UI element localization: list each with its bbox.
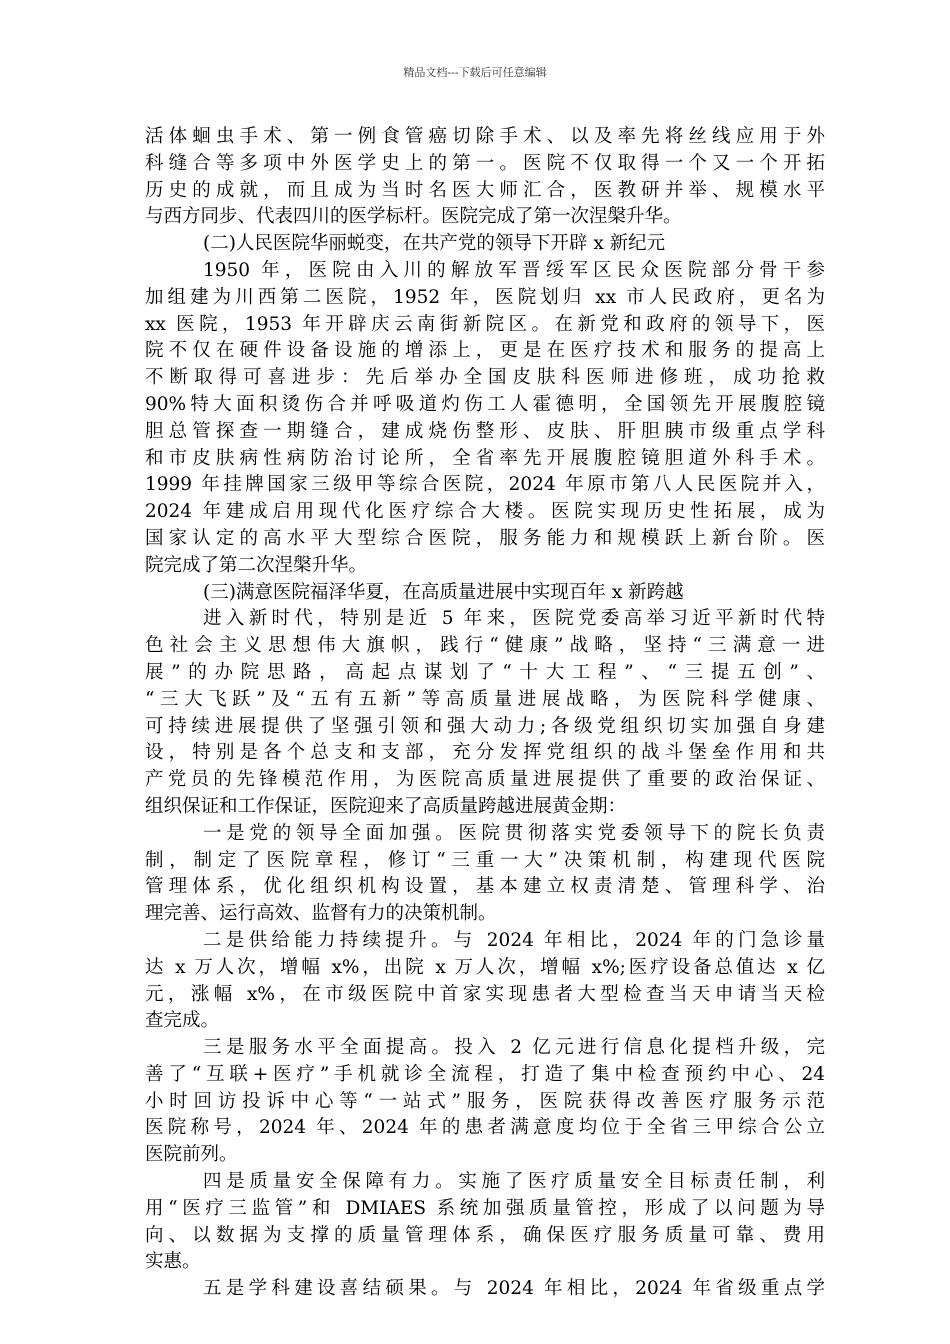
text-line: 历史的成就，而且成为当时名医大师汇合，医教研并举、规模水平 bbox=[145, 179, 825, 201]
text-line: 理完善、运行高效、监督有力的决策机制。 bbox=[145, 903, 497, 925]
text-line: (二)人民医院华丽蜕变，在共产党的领导下开辟 x 新纪元 bbox=[203, 233, 666, 255]
text-line: 1999 年挂牌国家三级甲等综合医院，2024 年原市第八人民医院并入， bbox=[145, 474, 825, 496]
text-line: 与西方同步、代表四川的医学标杆。医院完成了第一次涅槃升华。 bbox=[145, 206, 682, 228]
text-line: 制，制定了医院章程，修订“三重一大”决策机制，构建现代医院 bbox=[145, 849, 825, 871]
text-line: 五是学科建设喜结硕果。与 2024 年相比，2024 年省级重点学 bbox=[203, 1278, 825, 1300]
text-line: 可持续进展提供了坚强引领和强大动力;各级党组织切实加强自身建 bbox=[145, 715, 825, 737]
text-line: 达 x 万人次，增幅 x%，出院 x 万人次，增幅 x%;医疗设备总值达 x 亿 bbox=[145, 956, 825, 978]
text-line: 院不仅在硬件设备设施的增添上，更是在医疗技术和服务的提高上 bbox=[145, 340, 825, 362]
text-line: 医院前列。 bbox=[145, 1144, 238, 1166]
text-line: 元，涨幅 x%，在市级医院中首家实现患者大型检查当天申请当天检 bbox=[145, 983, 825, 1005]
text-line: 和市皮肤病性病防治讨论所，全省率先开展腹腔镜胆道外科手术。 bbox=[145, 447, 825, 469]
text-line: 胆总管探查一期缝合，建成烧伤整形、皮肤、肝胆胰市级重点学科 bbox=[145, 420, 825, 442]
page-header: 精品文档---下载后可任意编辑 bbox=[403, 66, 547, 79]
text-line: 院完成了第二次涅槃升华。 bbox=[145, 554, 368, 576]
text-line: 医院称号，2024 年、2024 年的患者满意度均位于全省三甲综合公立 bbox=[145, 1117, 825, 1139]
document-body bbox=[145, 124, 825, 1303]
text-line: 一是党的领导全面加强。医院贯彻落实党委领导下的院长负责 bbox=[203, 822, 825, 844]
text-line: 组织保证和工作保证，医院迎来了高质量跨越进展黄金期： bbox=[145, 795, 627, 817]
text-line: 活体蛔虫手术、第一例食管癌切除手术、以及率先将丝线应用于外 bbox=[145, 126, 825, 147]
text-line: 设，特别是各个总支和支部，充分发挥党组织的战斗堡垒作用和共 bbox=[145, 742, 825, 764]
text-line: 善了“互联+医疗”手机就诊全流程，打造了集中检查预约中心、24 bbox=[145, 1063, 825, 1085]
text-line: 管理体系，优化组织机构设置，基本建立权责清楚、管理科学、治 bbox=[145, 876, 825, 898]
text-line: 二是供给能力持续提升。与 2024 年相比，2024 年的门急诊量 bbox=[203, 929, 825, 951]
text-line: 进入新时代，特别是近 5 年来，医院党委高举习近平新时代特 bbox=[203, 608, 825, 630]
text-line: “三大飞跃”及“五有五新”等高质量进展战略，为医院科学健康、 bbox=[145, 688, 825, 710]
text-line: (三)满意医院福泽华夏，在高质量进展中实现百年 x 新跨越 bbox=[203, 581, 684, 603]
text-line: 三是服务水平全面提高。投入 2 亿元进行信息化提档升级，完 bbox=[203, 1037, 825, 1059]
text-line: 科缝合等多项中外医学史上的第一。医院不仅取得一个又一个开拓 bbox=[145, 152, 825, 174]
text-line: 国家认定的高水平大型综合医院，服务能力和规模跃上新台阶。医 bbox=[145, 527, 825, 549]
text-line: 不断取得可喜进步：先后举办全国皮肤科医师进修班，成功抢救 bbox=[145, 367, 825, 389]
text-line: 2024 年建成启用现代化医疗综合大楼。医院实现历史性拓展，成为 bbox=[145, 501, 825, 523]
text-line: 色社会主义思想伟大旗帜，践行“健康”战略，坚持“三满意一进 bbox=[145, 635, 825, 657]
text-line: 向、以数据为支撑的质量管理体系，确保医疗服务质量可靠、费用 bbox=[145, 1224, 825, 1246]
text-line: 四是质量安全保障有力。实施了医疗质量安全目标责任制，利 bbox=[203, 1171, 825, 1193]
text-line: 1950 年，医院由入川的解放军晋绥军区民众医院部分骨干参 bbox=[203, 259, 825, 281]
text-line: 90%特大面积烫伤合并呼吸道灼伤工人霍德明，全国领先开展腹腔镜 bbox=[145, 393, 825, 415]
text-line: 产党员的先锋模范作用，为医院高质量进展提供了重要的政治保证、 bbox=[145, 769, 825, 791]
text-line: 加组建为川西第二医院，1952 年，医院划归 xx 市人民政府，更名为 bbox=[145, 286, 825, 308]
text-line: 实惠。 bbox=[145, 1251, 201, 1273]
text-line: 展”的办院思路，高起点谋划了“十大工程”、“三提五创”、 bbox=[145, 661, 825, 683]
text-line: 小时回访投诉中心等“一站式”服务，医院获得改善医疗服务示范 bbox=[145, 1090, 825, 1112]
text-line: 用“医疗三监管”和 DMIAES 系统加强质量管控，形成了以问题为导 bbox=[145, 1197, 825, 1219]
text-line: xx 医院，1953 年开辟庆云南街新院区。在新党和政府的领导下，医 bbox=[145, 313, 825, 335]
text-line: 查完成。 bbox=[145, 1010, 220, 1032]
